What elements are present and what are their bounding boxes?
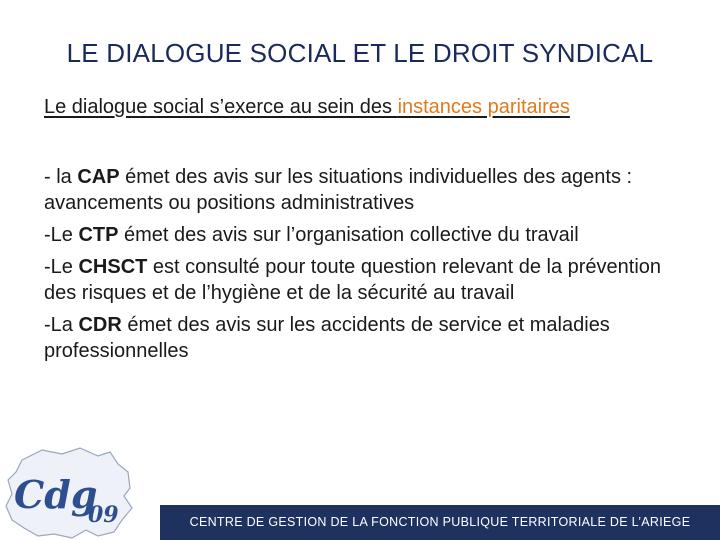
paragraph-text: émet des avis sur les situations individuelles des agents : avancements ou positions administratives [44,166,633,214]
paragraph-acronym: CHSCT [78,256,148,278]
cdg09-logo [2,446,138,540]
logo-text: Cdg [14,472,98,517]
page-title: LE DIALOGUE SOCIAL ET LE DROIT SYNDICAL [66,38,654,68]
paragraph-prefix: -La [44,314,79,336]
intro-line [44,95,694,119]
content-body [44,164,694,370]
paragraph-prefix: - la [44,166,78,188]
paragraph-chsct [44,254,694,306]
paragraph-text: émet des avis sur les accidents de service et maladies professionnelles [44,314,610,362]
instances-paritaires-link[interactable]: instances paritaires [397,96,570,118]
footer-text: CENTRE DE GESTION DE LA FONCTION PUBLIQUE TERRITORIALE DE L’ARIEGE [189,515,691,529]
paragraph-text: est consulté pour toute question relevant de la prévention des risques et de l’hygiène et de la sécurité au travail [44,256,662,304]
intro-text: Le dialogue social s’exerce au sein des [44,96,398,118]
paragraph-acronym: CAP [77,166,120,188]
paragraph-cdr [44,312,694,364]
paragraph-ctp [44,222,694,248]
paragraph-prefix: -Le [44,256,79,278]
logo-number: 09 [88,502,119,528]
footer-bar [160,505,720,540]
paragraph-prefix: -Le [44,224,79,246]
paragraph-acronym: CTP [78,224,119,246]
paragraph-acronym: CDR [78,314,122,336]
paragraph-cap [44,164,694,216]
paragraph-text: émet des avis sur l’organisation collective du travail [118,224,579,246]
